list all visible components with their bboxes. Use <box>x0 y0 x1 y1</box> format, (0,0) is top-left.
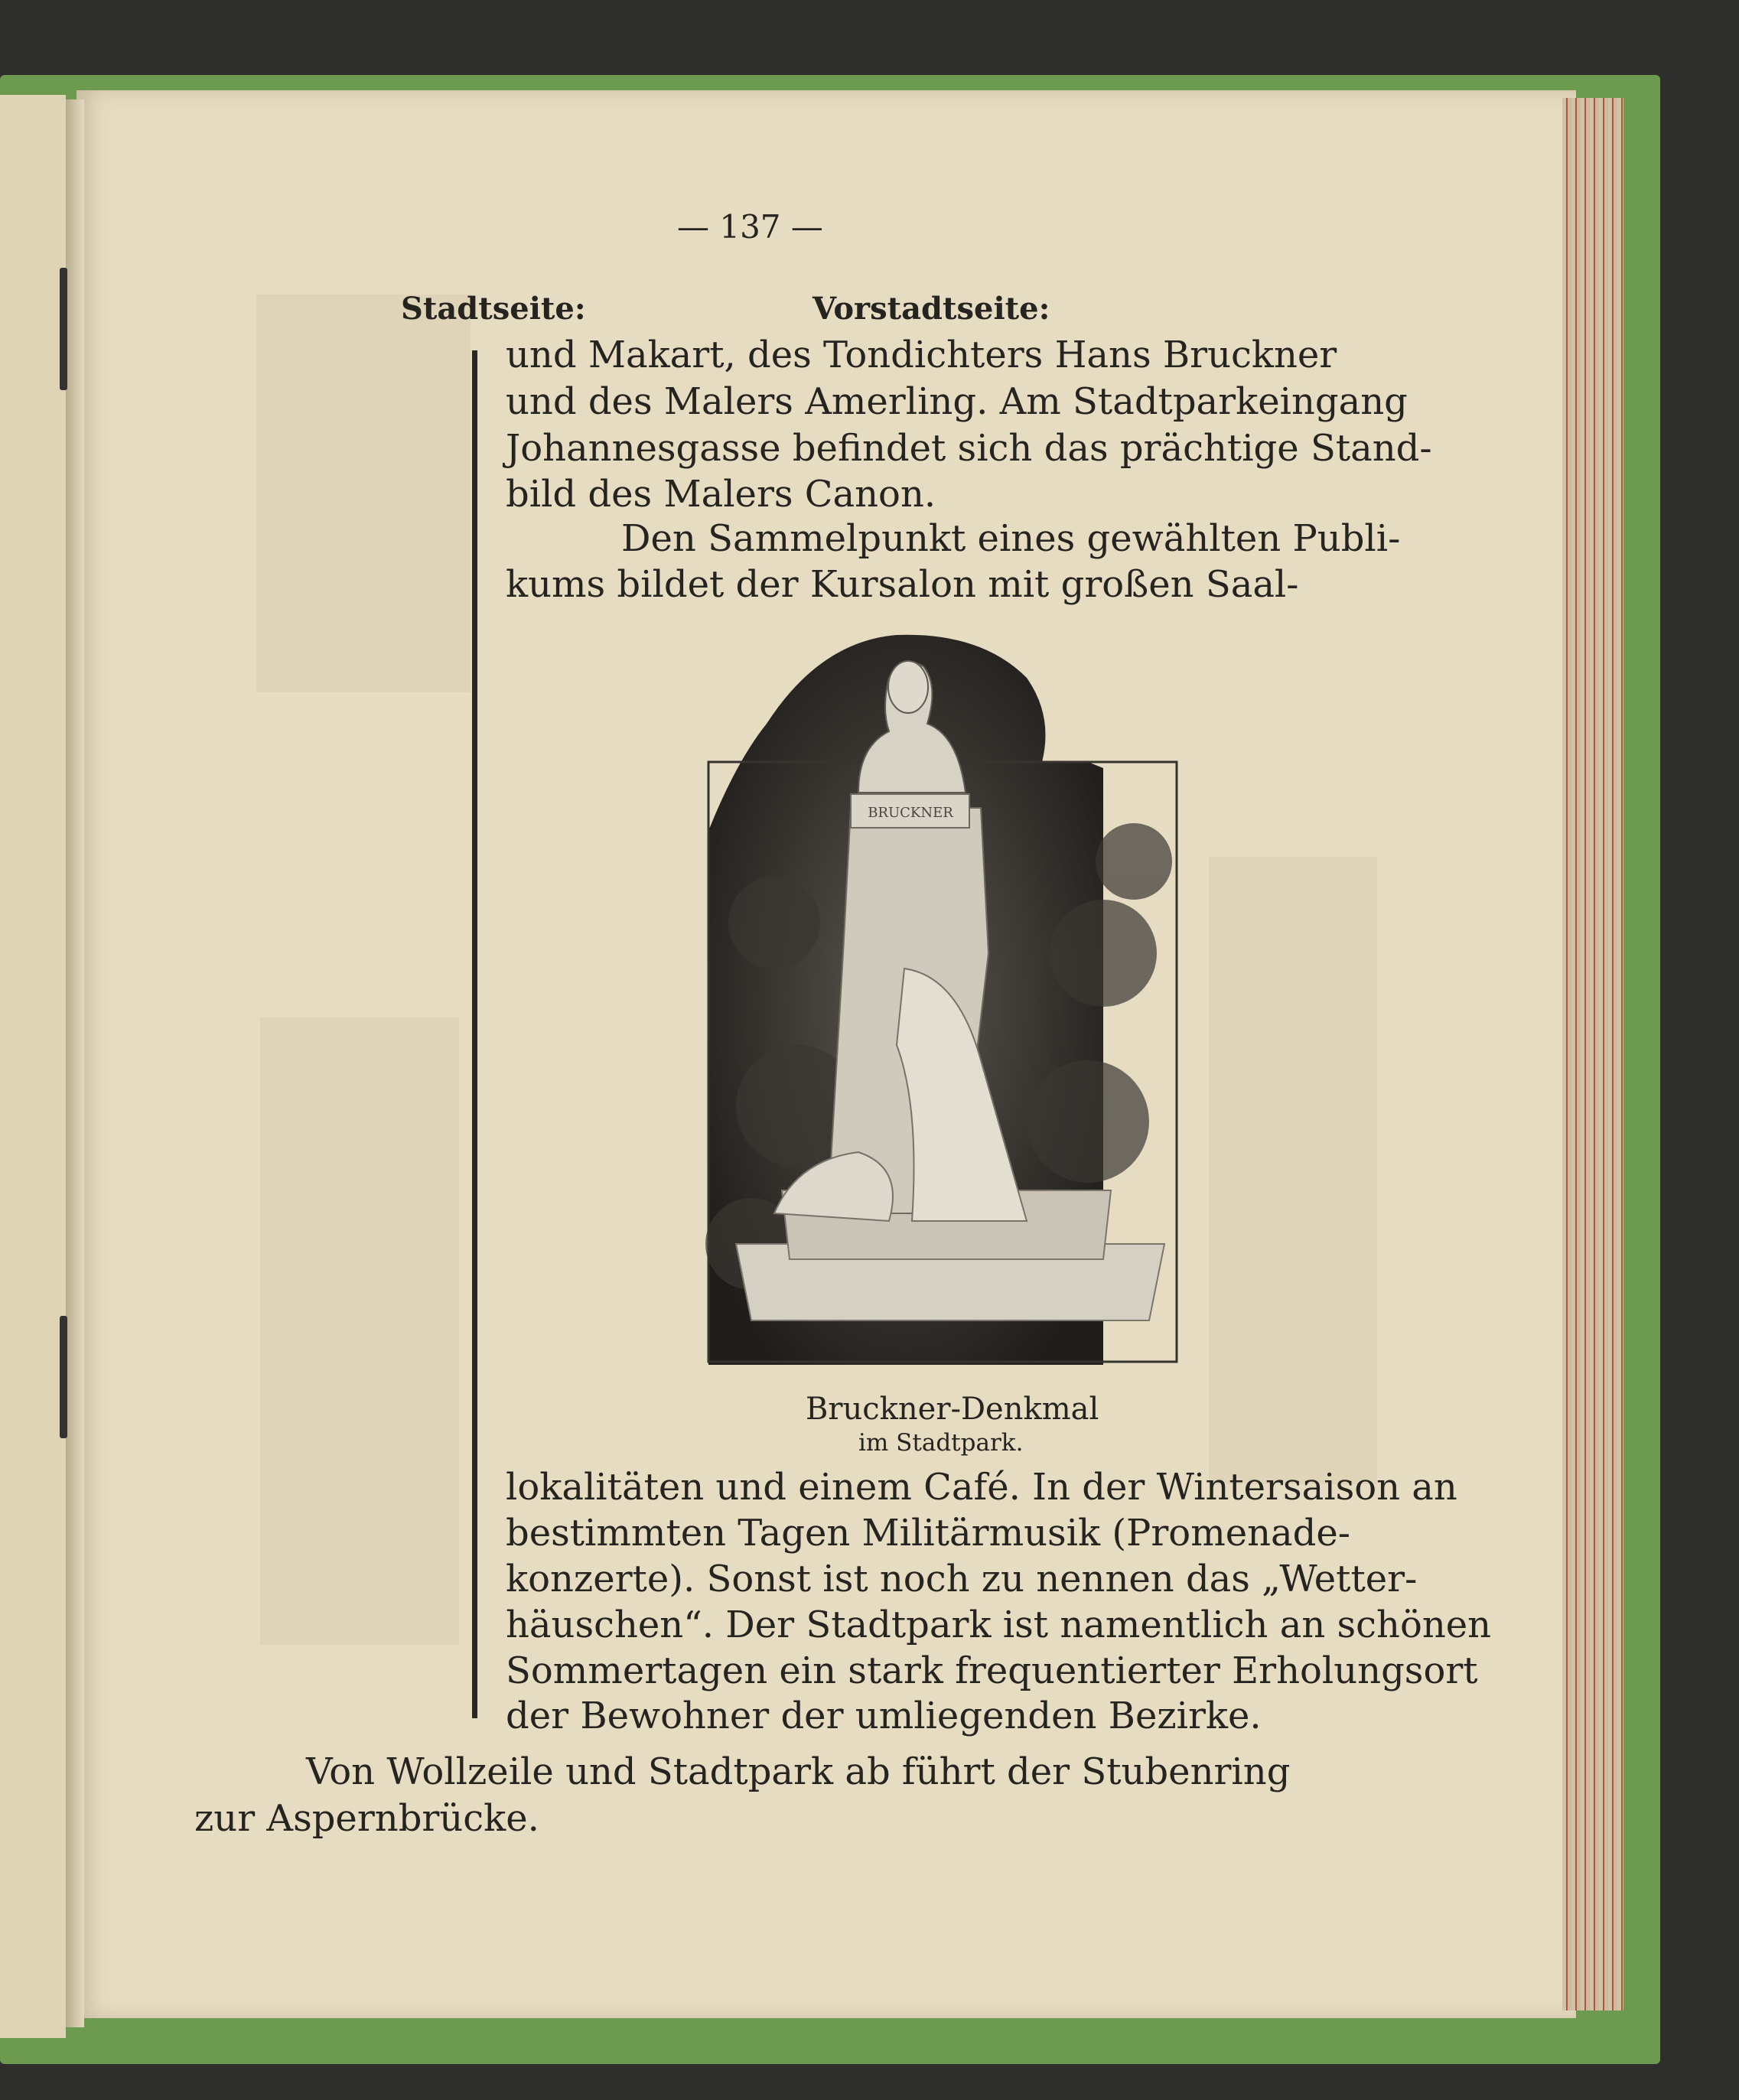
binding-clip <box>60 1316 67 1438</box>
text-line: Sommertagen ein stark frequentierter Erholungsort <box>506 1649 1478 1692</box>
text-line: zur Aspernbrücke. <box>194 1797 539 1840</box>
text-line: bild des Malers Canon. <box>506 473 936 516</box>
text-line: der Bewohner der umliegenden Bezirke. <box>506 1695 1262 1737</box>
text-line: lokalitäten und einem Café. In der Wintersaison an <box>506 1466 1457 1509</box>
text-line: Den Sammelpunkt eines gewählten Publi- <box>621 517 1401 560</box>
figure-caption-subtitle: im Stadtpark. <box>858 1429 1024 1457</box>
show-through-block <box>256 295 471 692</box>
book-spine <box>66 99 84 2027</box>
show-through-block <box>260 1017 459 1645</box>
bruckner-monument-photo <box>705 632 1183 1365</box>
text-line: und Makart, des Tondichters Hans Bruckner <box>506 334 1337 376</box>
bust-head <box>888 661 928 713</box>
text-line: häuschen“. Der Stadtpark ist namentlich an schönen <box>506 1603 1492 1646</box>
text-line: bestimmten Tagen Militärmusik (Promenade- <box>506 1512 1350 1555</box>
plaque-text: BRUCKNER <box>868 805 953 821</box>
show-through-block <box>1209 857 1377 1484</box>
page-edges <box>1562 98 1623 2010</box>
text-line: Von Wollzeile und Stadtpark ab führt der Stubenring <box>306 1750 1291 1793</box>
left-page-edge <box>0 95 66 2038</box>
column-header-stadtseite: Stadtseite: <box>401 291 586 327</box>
column-header-vorstadtseite: Vorstadtseite: <box>813 291 1050 327</box>
figure-caption-title: Bruckner-Denkmal <box>806 1392 1099 1427</box>
text-line: konzerte). Sonst ist noch zu nennen das „Wetter- <box>506 1558 1418 1600</box>
text-line: und des Malers Amerling. Am Stadtparkeingang <box>506 380 1408 423</box>
page-number: — 137 — <box>677 208 823 246</box>
binding-clip <box>60 268 67 390</box>
text-line: Johannesgasse befindet sich das prächtige Stand- <box>506 427 1432 470</box>
text-line: kums bildet der Kursalon mit großen Saal- <box>506 563 1299 606</box>
column-rule <box>472 350 477 1718</box>
